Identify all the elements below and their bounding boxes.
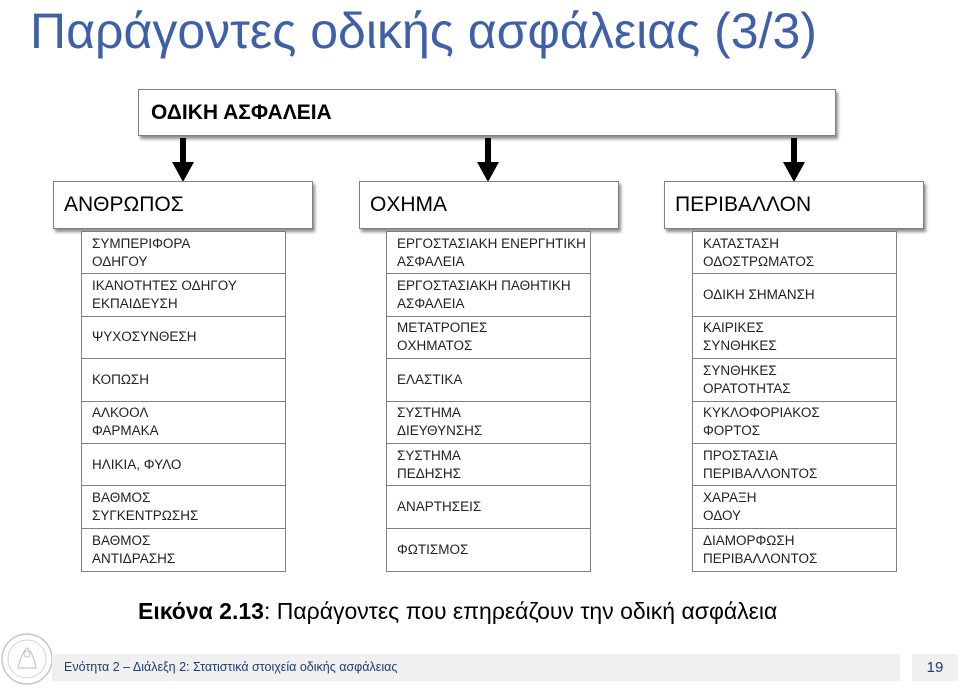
category-environment: ΠΕΡΙΒΑΛΛΟΝ: [664, 181, 924, 229]
list-item: ΕΡΓΟΣΤΑΣΙΑΚΗ ΕΝΕΡΓΗΤΙΚΗ ΑΣΦΑΛΕΙΑ: [387, 232, 590, 274]
list-item: ΣΥΜΠΕΡΙΦΟΡΑ ΟΔΗΓΟΥ: [82, 232, 285, 274]
list-item: ΦΩΤΙΣΜΟΣ: [397, 541, 469, 557]
list-item: ΠΡΟΣΤΑΣΙΑ ΠΕΡΙΒΑΛΛΟΝΤΟΣ: [693, 444, 896, 486]
list-item: ΑΝΑΡΤΗΣΕΙΣ: [387, 486, 590, 528]
list-item: ΨΥΧΟΣΥΝΘΕΣΗ: [82, 317, 285, 359]
root-node-road-safety: ΟΔΙΚΗ ΑΣΦΑΛΕΙΑ: [138, 89, 836, 136]
list-item: ΗΛΙΚΙΑ, ΦΥΛΟ: [82, 444, 285, 486]
list-item: ΟΔΙΚΗ ΣΗΜΑΝΣΗ: [693, 274, 896, 316]
figure-caption-text: : Παράγοντες που επηρεάζουν την οδική ασφάλεια: [263, 598, 778, 624]
list-item: ΚΥΚΛΟΦΟΡΙΑΚΟΣ ΦΟΡΤΟΣ: [693, 402, 896, 444]
human-factors-list: [81, 231, 286, 572]
list-item: ΜΕΤΑΤΡΟΠΕΣ ΟΧΗΜΑΤΟΣ: [387, 317, 590, 359]
list-item: ΒΑΘΜΟΣ ΑΝΤΙΔΡΑΣΗΣ: [92, 532, 176, 566]
page-number: 19: [912, 654, 958, 681]
vehicle-factors-list: [386, 231, 591, 572]
list-item: ΒΑΘΜΟΣ ΣΥΓΚΕΝΤΡΩΣΗΣ: [82, 486, 285, 528]
figure-label: Εικόνα 2.13: [138, 598, 264, 624]
footer-bar: [52, 654, 900, 681]
arrow-down-icon: [783, 138, 805, 182]
list-item: ΚΟΠΩΣΗ: [82, 359, 285, 401]
list-item: ΕΡΓΟΣΤΑΣΙΑΚΗ ΠΑΘΗΤΙΚΗ ΑΣΦΑΛΕΙΑ: [387, 274, 590, 316]
list-item: ΣΥΣΤΗΜΑ ΠΕΔΗΣΗΣ: [387, 444, 590, 486]
list-item: ΚΑΤΑΣΤΑΣΗ ΟΔΟΣΤΡΩΜΑΤΟΣ: [693, 232, 896, 274]
footer-text: Ενότητα 2 – Διάλεξη 2: Στατιστικά στοιχεία οδικής ασφάλειας: [64, 660, 398, 674]
list-item: ΣΥΝΘΗΚΕΣ ΟΡΑΤΟΤΗΤΑΣ: [693, 359, 896, 401]
category-vehicle: ΟΧΗΜΑ: [359, 181, 619, 229]
list-item: ΣΥΣΤΗΜΑ ΔΙΕΥΘΥΝΣΗΣ: [387, 402, 590, 444]
figure-caption: [138, 598, 777, 625]
list-item: ΕΛΑΣΤΙΚΑ: [387, 359, 590, 401]
university-seal-icon: [0, 632, 54, 686]
list-item: ΙΚΑΝΟΤΗΤΕΣ ΟΔΗΓΟΥ ΕΚΠΑΙΔΕΥΣΗ: [82, 274, 285, 316]
list-item: ΚΑΙΡΙΚΕΣ ΣΥΝΘΗΚΕΣ: [693, 317, 896, 359]
list-item: ΑΛΚΟΟΛ ΦΑΡΜΑΚΑ: [82, 402, 285, 444]
slide-title: Παράγοντες οδικής ασφάλειας (3/3): [30, 3, 817, 59]
list-item: ΧΑΡΑΞΗ ΟΔΟΥ: [693, 486, 896, 528]
list-item: ΔΙΑΜΟΡΦΩΣΗ ΠΕΡΙΒΑΛΛΟΝΤΟΣ: [703, 532, 818, 566]
arrow-down-icon: [172, 138, 194, 182]
category-human: ΑΝΘΡΩΠΟΣ: [53, 181, 313, 229]
environment-factors-list: [692, 231, 897, 572]
arrow-down-icon: [477, 138, 499, 182]
